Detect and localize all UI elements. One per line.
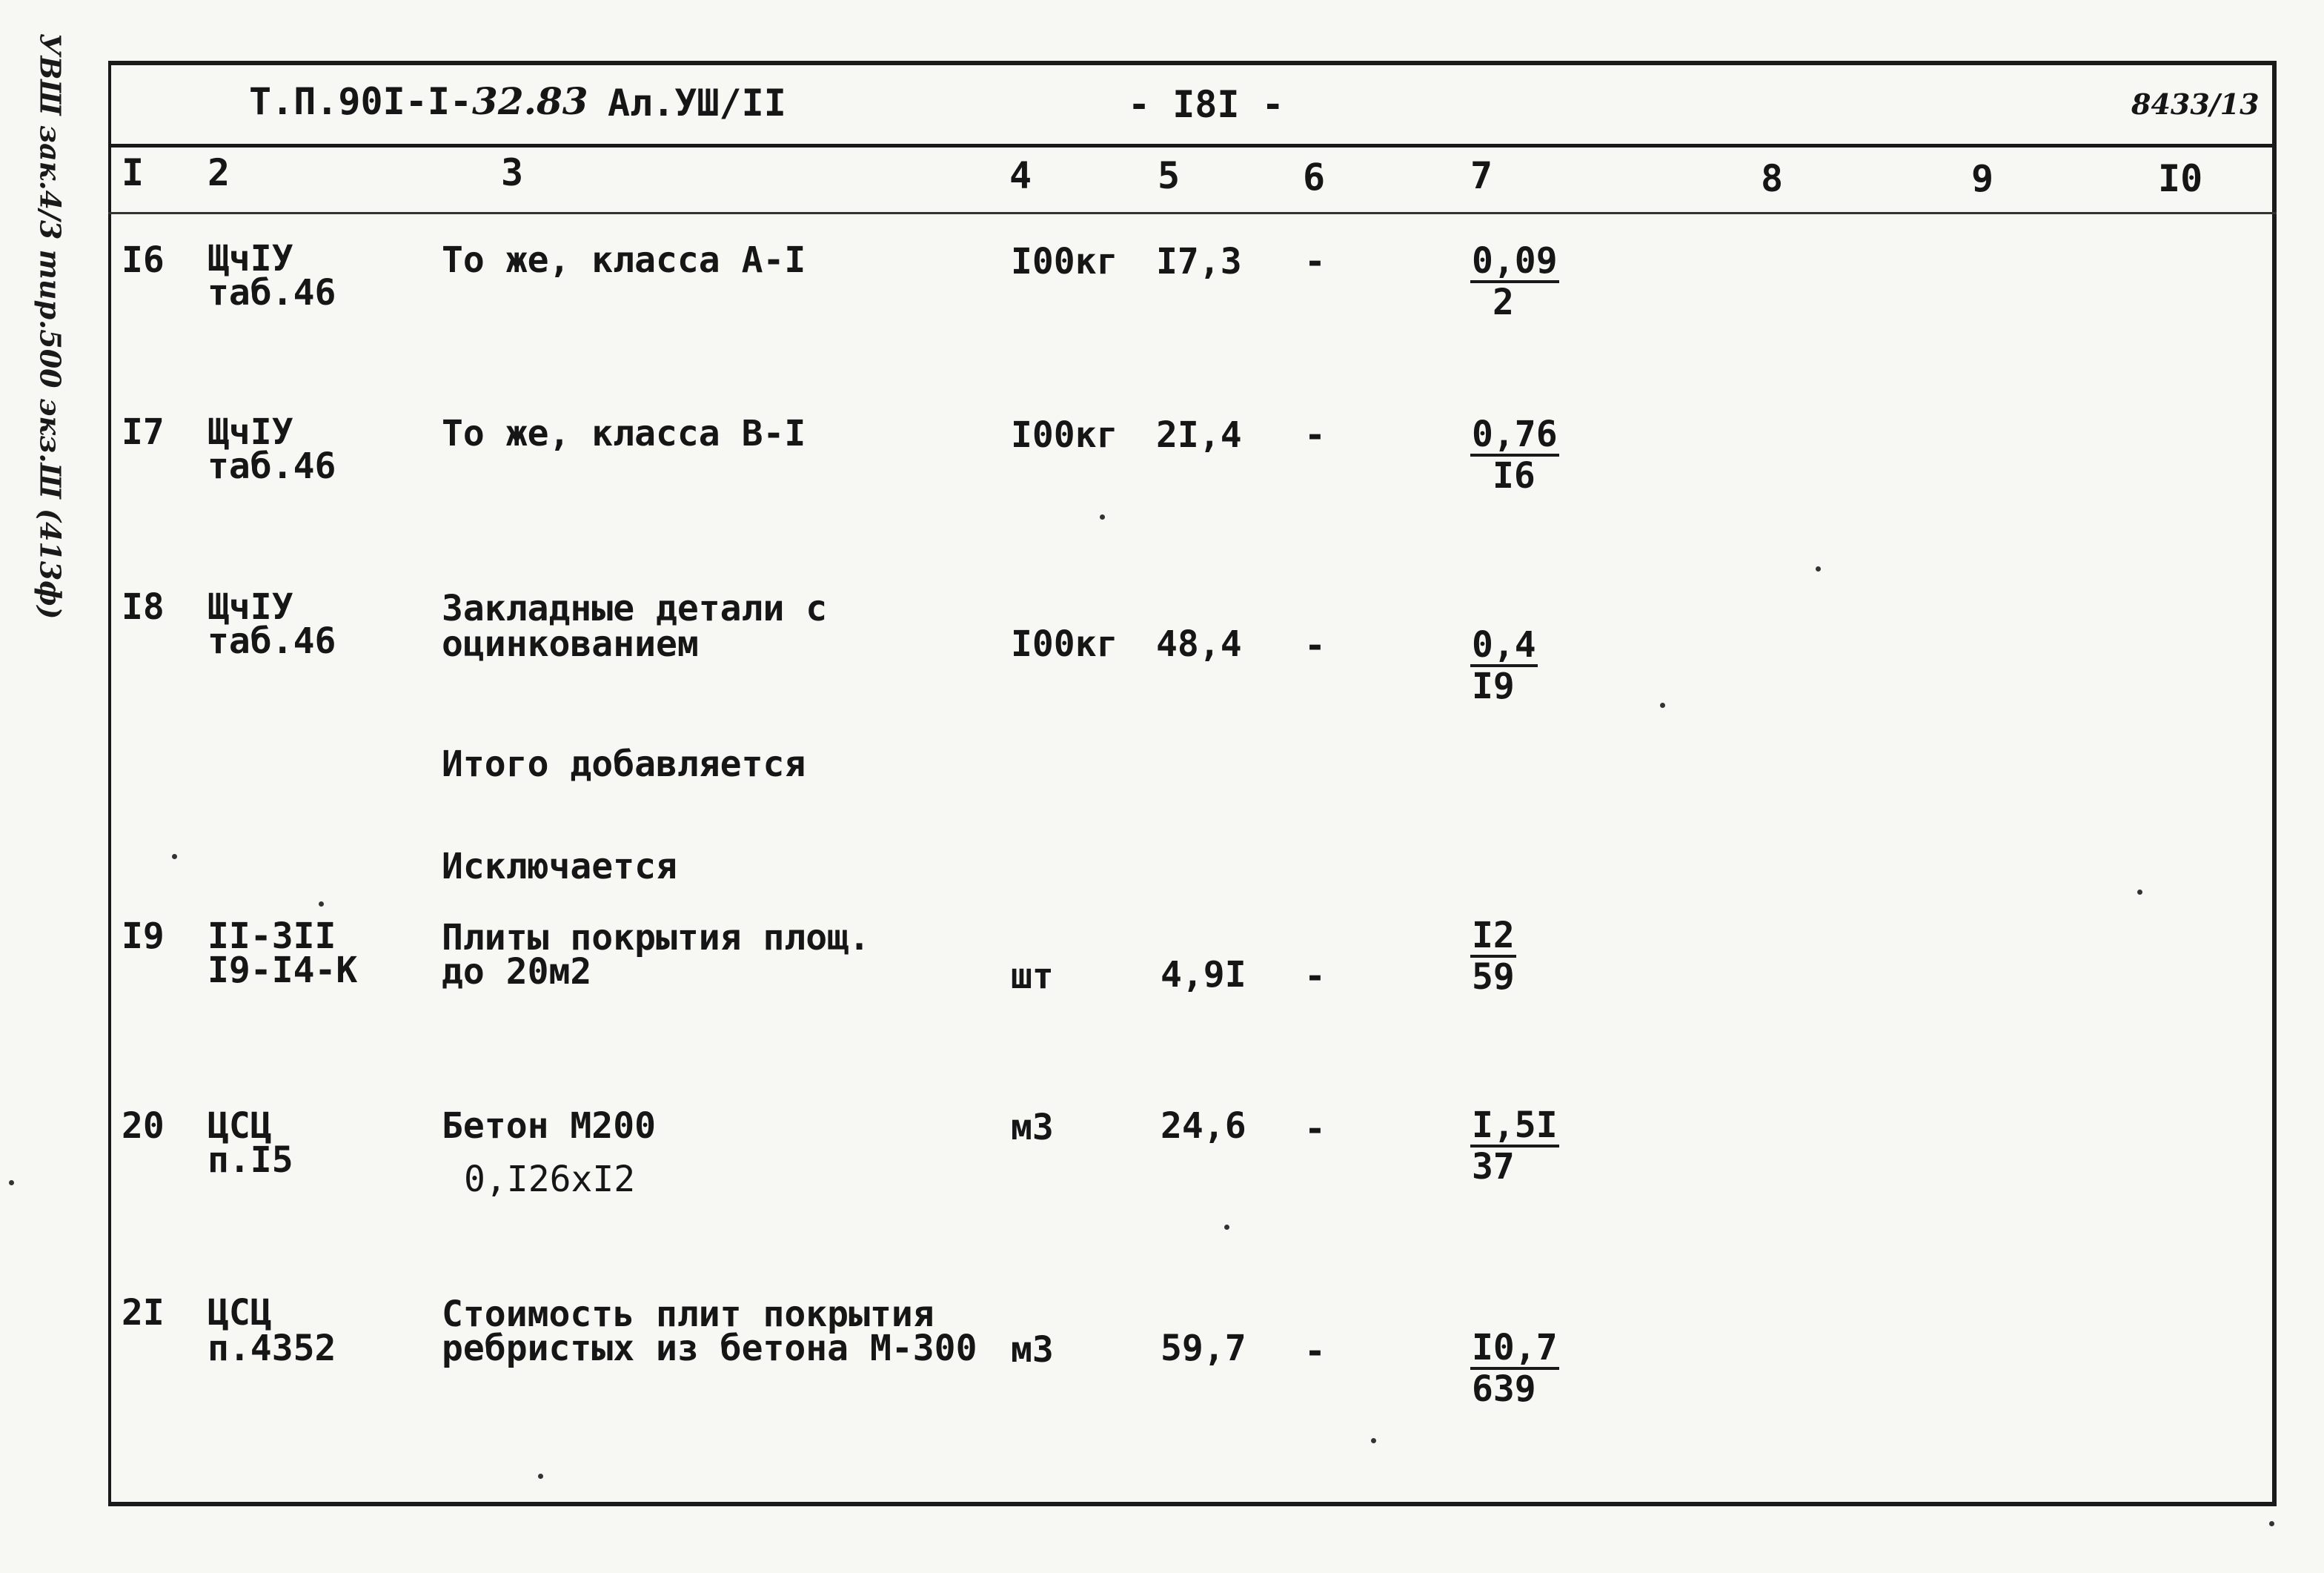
row-cost: I6 <box>1493 455 1536 497</box>
row-quantity: I0,7 <box>1472 1327 1558 1368</box>
album-ref: Ал.УШ/II <box>608 82 786 125</box>
row-number: I6 <box>122 239 165 281</box>
row-code-line-2: п.I5 <box>208 1139 293 1181</box>
col-header-5: 5 <box>1158 154 1181 197</box>
col-header-8: 8 <box>1761 157 1784 200</box>
row-price: I7,3 <box>1156 241 1242 282</box>
row-description-line-1: То же, класса А-I <box>442 239 806 281</box>
row-description-line-2: до 20м2 <box>442 951 592 993</box>
col-header-2: 2 <box>208 151 230 194</box>
row-code-line-2: таб.46 <box>208 446 336 487</box>
row-description-line-1: Стоимость плит покрытия <box>442 1294 934 1335</box>
row-code-line-1: ЩчIУ <box>208 586 293 628</box>
row-code-line-1: ЦСЦ <box>208 1292 272 1334</box>
row-description-line-1: Плиты покрытия площ. <box>442 917 870 958</box>
scan-speck <box>319 901 324 907</box>
row-unit: I00кг <box>1011 623 1118 665</box>
row-cost: 37 <box>1472 1146 1515 1188</box>
row-qty-cost <box>1470 240 1567 323</box>
excluded-label: Исключается <box>442 846 677 887</box>
col-header-6: 6 <box>1303 156 1326 199</box>
col-header-10: I0 <box>2158 157 2203 200</box>
row-description-line-1: Бетон М200 <box>442 1105 656 1147</box>
row-col6-dash: - <box>1304 241 1326 282</box>
col-header-3: 3 <box>501 151 524 194</box>
col-header-4: 4 <box>1009 154 1032 197</box>
row-qty-cost <box>1470 915 1567 998</box>
doc-id: Т.П.90I-I-32.83 <box>249 79 588 123</box>
row-unit: м3 <box>1011 1329 1054 1371</box>
row-code-line-1: ЦСЦ <box>208 1105 272 1147</box>
row-number: I7 <box>122 411 165 453</box>
row-unit: I00кг <box>1011 414 1118 456</box>
row-quantity: I2 <box>1472 915 1515 956</box>
row-description-line-2: оцинкованием <box>442 623 699 665</box>
col-header-7: 7 <box>1470 154 1493 197</box>
row-price: 4,9I <box>1161 954 1246 996</box>
row-description-line-1: То же, класса В-I <box>442 413 806 454</box>
scan-speck <box>9 1180 14 1185</box>
row-qty-cost <box>1470 1107 1567 1186</box>
row-cost: I9 <box>1472 666 1515 707</box>
row-qty-cost <box>1470 1327 1567 1410</box>
scan-speck <box>1224 1225 1229 1230</box>
row-unit: м3 <box>1011 1107 1054 1148</box>
row-col6-dash: - <box>1304 1331 1326 1372</box>
row-price: 24,6 <box>1161 1105 1246 1147</box>
side-margin-note <box>28 33 73 620</box>
row-col6-dash: - <box>1304 956 1326 997</box>
total-added-label: Итого добавляется <box>442 744 806 785</box>
row-col6-dash: - <box>1304 625 1326 666</box>
scan-speck <box>2137 890 2142 895</box>
row-code-line-1: ЩчIУ <box>208 238 293 279</box>
row-qty-cost <box>1470 624 1567 707</box>
scan-speck <box>172 854 177 859</box>
side-note-text: УВШ зак.4/3 тир.500 экз.Ш (413ф) <box>33 33 67 620</box>
scan-speck <box>1660 703 1665 708</box>
column-numbers-divider <box>108 212 2277 214</box>
row-cost: 639 <box>1472 1368 1536 1410</box>
scan-speck <box>2269 1521 2274 1526</box>
header-divider <box>108 144 2277 148</box>
row-code-line-2: I9-I4-К <box>208 950 358 991</box>
row-unit: I00кг <box>1011 241 1118 282</box>
page-number: - I8I - <box>1128 83 1284 126</box>
row-price: 59,7 <box>1161 1328 1246 1369</box>
col-header-9: 9 <box>1971 157 1994 200</box>
row-number: I9 <box>122 915 165 957</box>
row-number: I8 <box>122 586 165 628</box>
col-header-1: I <box>122 151 145 194</box>
row-cost: 59 <box>1472 956 1515 998</box>
scan-speck <box>1816 566 1821 572</box>
row-description-line-1: Закладные детали с <box>442 588 828 629</box>
row-code-line-2: таб.46 <box>208 272 336 314</box>
row-code-line-1: ЩчIУ <box>208 411 293 453</box>
row-code-line-1: II-3II <box>208 915 336 957</box>
scan-speck <box>1371 1438 1376 1443</box>
scan-speck <box>538 1474 543 1479</box>
stamp-number: 8433/13 <box>2131 87 2260 121</box>
row-quantity: 0,09 <box>1472 240 1558 282</box>
row-number: 20 <box>122 1105 165 1147</box>
row-qty-cost <box>1470 414 1567 497</box>
row-quantity: I,5I <box>1472 1105 1558 1146</box>
row-description-line-2: ребристых из бетона М-300 <box>442 1328 977 1369</box>
row-col6-dash: - <box>1304 414 1326 456</box>
row-price: 48,4 <box>1156 623 1242 665</box>
row-code-line-2: п.4352 <box>208 1328 336 1369</box>
row-price: 2I,4 <box>1156 414 1242 456</box>
row-quantity: 0,76 <box>1472 414 1558 455</box>
row-quantity: 0,4 <box>1472 624 1536 666</box>
row-number: 2I <box>122 1292 165 1334</box>
row-col6-dash: - <box>1304 1108 1326 1150</box>
row-cost: 2 <box>1493 282 1514 323</box>
row-description-line-2: 0,I26хI2 <box>464 1159 636 1200</box>
row-unit: шт <box>1011 956 1054 997</box>
scan-speck <box>1100 514 1105 520</box>
row-code-line-2: таб.46 <box>208 620 336 662</box>
